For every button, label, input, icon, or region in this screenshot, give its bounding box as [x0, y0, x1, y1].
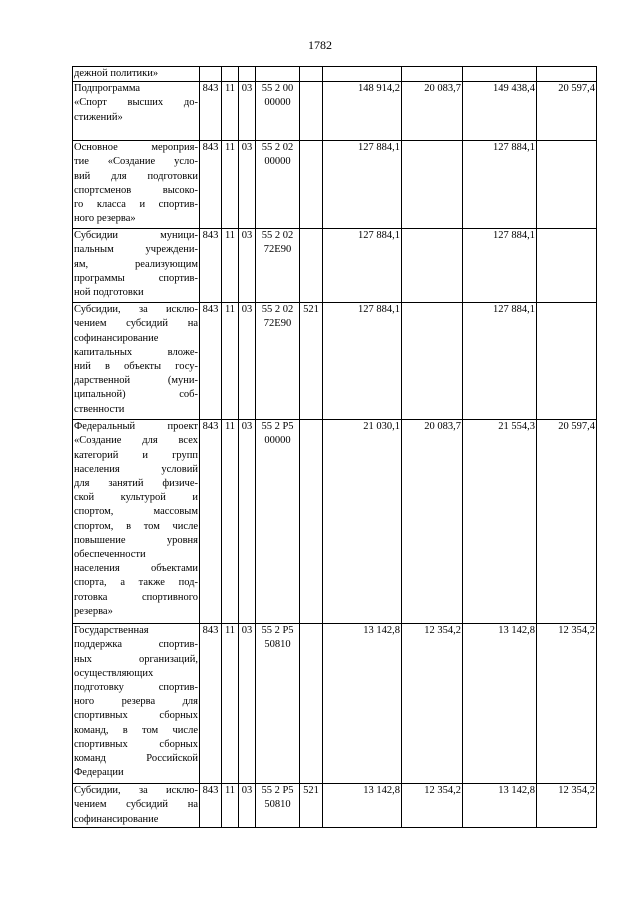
target-article-line: 50810 [264, 799, 291, 811]
amount-2: 12 354,2 [402, 624, 463, 784]
amount-3: 127 884,1 [463, 303, 537, 420]
row-name-line: ний в объекты госу- [74, 361, 198, 373]
target-article-line: 55 2 02 [261, 230, 294, 242]
table-row [73, 303, 597, 420]
page-number: 1782 [308, 38, 332, 52]
expense-type-code [300, 82, 323, 141]
amount-3: 21 554,3 [463, 420, 537, 624]
row-name-line: ям, реализующим [74, 258, 198, 270]
amount-4 [537, 303, 597, 420]
amount-3: 13 142,8 [463, 784, 537, 828]
row-name-line: спортивных сборных [74, 710, 198, 722]
admin-code: 843 [200, 784, 222, 828]
row-name-line: дарственной (муни- [74, 375, 198, 387]
row-name [73, 82, 200, 141]
row-name-line: Основное мероприя- [74, 142, 198, 154]
table-row [73, 624, 597, 784]
table-row [73, 784, 597, 828]
subsection-code: 03 [239, 82, 256, 141]
row-name-line: ственности [74, 403, 125, 415]
target-article-code [256, 624, 300, 784]
row-name-line: спортивных сборных [74, 738, 198, 750]
row-name-line: ной подготовки [74, 287, 144, 299]
row-name-line: чением субсидий на [74, 799, 198, 811]
amount-3: 149 438,4 [463, 82, 537, 141]
subsection-code: 03 [239, 303, 256, 420]
row-name-line: Субсидии, за исклю- [74, 785, 198, 797]
row-name-line: тие «Создание усло- [74, 156, 198, 168]
amount-2: 12 354,2 [402, 784, 463, 828]
row-name-line: дежной политики» [74, 68, 159, 79]
subsection-code [239, 67, 256, 82]
row-name-line: резерва» [74, 605, 113, 617]
row-name-line: ской культурой и [74, 492, 198, 504]
table-row [73, 420, 597, 624]
section-code: 11 [222, 303, 239, 420]
row-name-line: команд Российской [74, 753, 198, 765]
target-article-line: 00000 [264, 435, 291, 447]
amount-3: 13 142,8 [463, 624, 537, 784]
amount-1: 13 142,8 [323, 784, 402, 828]
target-article-line: 55 2 Р5 [261, 785, 294, 797]
amount-2: 20 083,7 [402, 82, 463, 141]
row-name-line: Субсидии муници- [74, 230, 198, 242]
admin-code: 843 [200, 303, 222, 420]
row-name-line: категорий и групп [74, 449, 198, 461]
amount-2 [402, 141, 463, 229]
subsection-code: 03 [239, 229, 256, 303]
expense-type-code [300, 229, 323, 303]
section-code: 11 [222, 624, 239, 784]
amount-2: 20 083,7 [402, 420, 463, 624]
row-name-line: «Создание для всех [74, 435, 198, 447]
row-name-line: пальным учреждени- [74, 244, 198, 256]
amount-1: 127 884,1 [323, 303, 402, 420]
amount-2 [402, 229, 463, 303]
row-name-line: для занятий физиче- [74, 478, 198, 490]
amount-1: 148 914,2 [323, 82, 402, 141]
row-name-line: поддержка спортив- [74, 639, 198, 651]
subsection-code: 03 [239, 624, 256, 784]
amount-4: 20 597,4 [537, 82, 597, 141]
target-article-code [256, 303, 300, 420]
amount-1: 13 142,8 [323, 624, 402, 784]
section-code: 11 [222, 82, 239, 141]
row-name [73, 784, 200, 828]
target-article-code [256, 82, 300, 141]
table-row [73, 67, 597, 82]
amount-4: 20 597,4 [537, 420, 597, 624]
amount-4: 12 354,2 [537, 624, 597, 784]
row-name [73, 141, 200, 229]
amount-1: 127 884,1 [323, 229, 402, 303]
admin-code: 843 [200, 229, 222, 303]
row-name-line: Федеральный проект [74, 421, 198, 433]
expense-type-code: 521 [300, 303, 323, 420]
row-name-line: Федерации [74, 767, 124, 779]
expense-type-code [300, 141, 323, 229]
row-name-line: вий для подготовки [74, 170, 198, 182]
target-article-line: 55 2 02 [261, 142, 294, 154]
target-article-line: 55 2 Р5 [261, 421, 294, 433]
row-name-line: ного резерва» [74, 213, 136, 225]
admin-code: 843 [200, 82, 222, 141]
row-name-line: стижений» [74, 111, 123, 123]
row-name [73, 303, 200, 420]
expense-type-code [300, 67, 323, 82]
row-name-line: софинансирование [74, 332, 159, 344]
target-article-line: 00000 [264, 97, 291, 109]
row-name-line: населения условий [74, 463, 198, 475]
row-name-line: Субсидии, за исклю- [74, 304, 198, 316]
amount-3: 127 884,1 [463, 229, 537, 303]
target-article-code [256, 229, 300, 303]
target-article-code [256, 67, 300, 82]
row-name-line: населения объектами [74, 563, 198, 575]
amount-1: 21 030,1 [323, 420, 402, 624]
subsection-code: 03 [239, 420, 256, 624]
target-article-code [256, 141, 300, 229]
target-article-line: 72Е90 [263, 318, 292, 330]
admin-code [200, 67, 222, 82]
section-code: 11 [222, 420, 239, 624]
table-row [73, 82, 597, 141]
row-name-line: спорта, а также под- [74, 577, 198, 589]
row-name-line: готовка спортивного [74, 591, 198, 603]
row-name-line: обеспеченности [74, 549, 146, 561]
row-name-line: ного резерва для [74, 696, 198, 708]
row-name-line: осуществляющих [74, 667, 154, 679]
admin-code: 843 [200, 624, 222, 784]
table-row [73, 141, 597, 229]
row-name-line: Государственная [74, 625, 149, 637]
expense-type-code [300, 420, 323, 624]
section-code: 11 [222, 784, 239, 828]
row-name-line: «Спорт высших до- [74, 97, 198, 109]
row-name [73, 420, 200, 624]
row-name [73, 229, 200, 303]
row-name-line: го класса и спортив- [74, 199, 198, 211]
section-code: 11 [222, 229, 239, 303]
amount-2 [402, 303, 463, 420]
amount-4 [537, 229, 597, 303]
table-row [73, 229, 597, 303]
row-name-line: софинансирование [74, 813, 159, 825]
amount-3: 127 884,1 [463, 141, 537, 229]
amount-1: 127 884,1 [323, 141, 402, 229]
row-name-line: спортсменов высоко- [74, 184, 198, 196]
row-name [73, 624, 200, 784]
expense-type-code: 521 [300, 784, 323, 828]
section-code: 11 [222, 141, 239, 229]
target-article-code [256, 784, 300, 828]
subsection-code: 03 [239, 784, 256, 828]
amount-1 [323, 67, 402, 82]
row-name-line: спортом, в том числе [74, 520, 198, 532]
target-article-code [256, 420, 300, 624]
amount-4 [537, 141, 597, 229]
target-article-line: 50810 [264, 639, 291, 651]
admin-code: 843 [200, 420, 222, 624]
admin-code: 843 [200, 141, 222, 229]
row-name [73, 67, 200, 82]
target-article-line: 00000 [264, 156, 291, 168]
target-article-line: 72Е90 [263, 244, 292, 256]
target-article-line: 55 2 02 [261, 304, 294, 316]
row-name-line: чением субсидий на [74, 318, 198, 330]
expense-type-code [300, 624, 323, 784]
budget-table [72, 66, 597, 828]
row-name-line: ных организаций, [74, 653, 198, 665]
row-name-line: подготовку спортив- [74, 682, 198, 694]
row-name-line: повышение уровня [74, 534, 198, 546]
row-name-line: ципальной) соб- [74, 389, 198, 401]
row-name-line: капитальных вложе- [74, 346, 198, 358]
section-code [222, 67, 239, 82]
subsection-code: 03 [239, 141, 256, 229]
amount-4: 12 354,2 [537, 784, 597, 828]
target-article-line: 55 2 00 [261, 83, 294, 95]
row-name-line: программы спортив- [74, 272, 198, 284]
row-name-line: спортом, массовым [74, 506, 198, 518]
amount-3 [463, 67, 537, 82]
row-name-line: команд, в том числе [74, 724, 198, 736]
target-article-line: 55 2 Р5 [261, 625, 294, 637]
row-name-line: Подпрограмма [74, 83, 141, 95]
amount-2 [402, 67, 463, 82]
amount-4 [537, 67, 597, 82]
